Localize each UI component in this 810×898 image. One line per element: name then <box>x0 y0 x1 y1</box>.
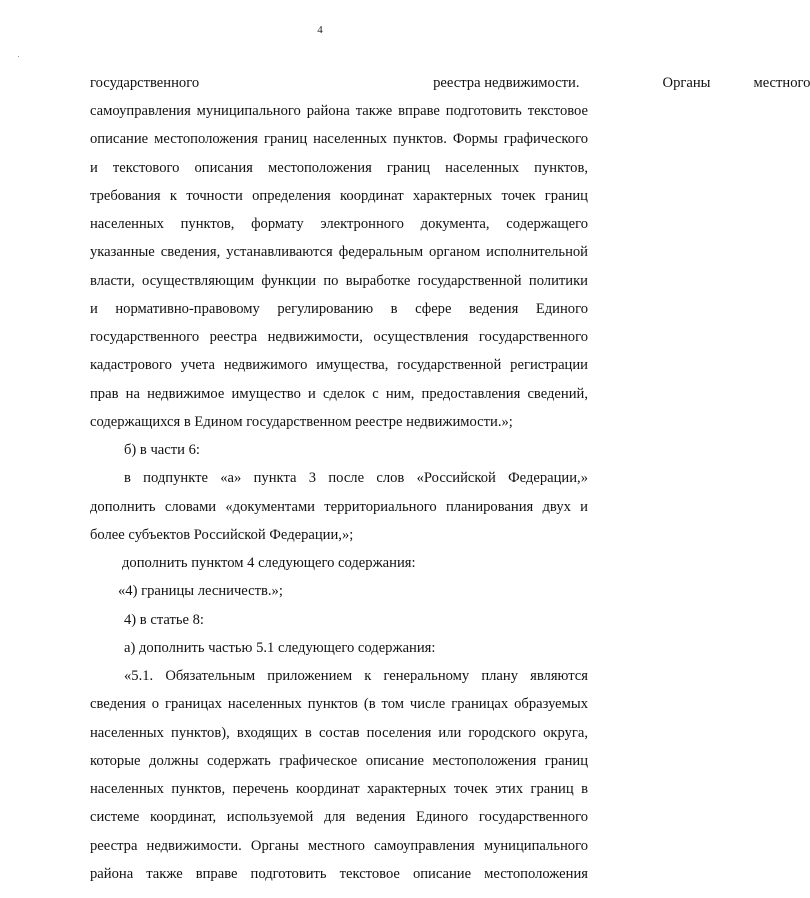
text-line-27: системе координат, используемой для ведения Единого государственного <box>90 809 588 825</box>
text-line-1 <box>90 74 810 92</box>
text-line-23: сведения о границах населенных пунктов (в том числе границах образуемых <box>90 696 588 712</box>
text-line-9: и нормативно-правовому регулированию в сфере ведения Единого <box>90 301 588 317</box>
text-line-28: реестра недвижимости. Органы местного самоуправления муниципального <box>90 838 588 854</box>
text-line-21: а) дополнить частью 5.1 следующего содержания: <box>124 640 436 656</box>
text-line-6: населенных пунктов, формату электронного документа, содержащего <box>90 216 588 232</box>
text-line-26: населенных пунктов, перечень координат характерных точек этих границ в <box>90 781 588 797</box>
text-line-15: в подпункте «а» пункта 3 после слов «Российской Федерации,» <box>124 470 588 486</box>
line-1-word-4: местного <box>753 75 810 91</box>
text-line-22: «5.1. Обязательным приложением к генеральному плану являются <box>124 668 588 684</box>
text-line-16: дополнить словами «документами территориального планирования двух и <box>90 499 588 515</box>
text-line-5: требования к точности определения координат характерных точек границ <box>90 188 588 204</box>
text-line-17: более субъектов Российской Федерации,»; <box>90 527 354 543</box>
text-line-29: района также вправе подготовить текстовое описание местоположения <box>90 866 588 882</box>
text-line-19: «4) границы лесничеств.»; <box>118 583 283 599</box>
text-line-18: дополнить пунктом 4 следующего содержания: <box>122 555 416 571</box>
text-line-24: населенных пунктов), входящих в состав поселения или городского округа, <box>90 725 588 741</box>
text-line-13: содержащихся в Едином государственном реестре недвижимости.»; <box>90 414 513 430</box>
line-1-middle: реестра недвижимости. <box>433 75 580 91</box>
text-line-11: кадастрового учета недвижимого имущества, государственной регистрации <box>90 357 588 373</box>
text-line-25: которые должны содержать графическое описание местоположения границ <box>90 753 588 769</box>
text-line-3: описание местоположения границ населенных пунктов. Формы графического <box>90 131 588 147</box>
text-line-7: указанные сведения, устанавливаются федеральным органом исполнительной <box>90 244 588 260</box>
text-line-2: самоуправления муниципального района также вправе подготовить текстовое <box>90 103 588 119</box>
text-line-8: власти, осуществляющим функции по выработке государственной политики <box>90 273 588 289</box>
text-line-12: прав на недвижимое имущество и сделок с ним, предоставления сведений, <box>90 386 588 402</box>
scan-margin-mark <box>18 56 19 57</box>
text-line-14: б) в части 6: <box>124 442 200 458</box>
page-number: 4 <box>317 24 323 36</box>
line-1-word-1: государственного <box>90 75 200 91</box>
text-line-4: и текстового описания местоположения границ населенных пунктов, <box>90 160 588 176</box>
line-1-word-3: Органы <box>662 75 711 91</box>
text-line-10: государственного реестра недвижимости, осуществления государственного <box>90 329 588 345</box>
text-line-20: 4) в статье 8: <box>124 612 204 628</box>
